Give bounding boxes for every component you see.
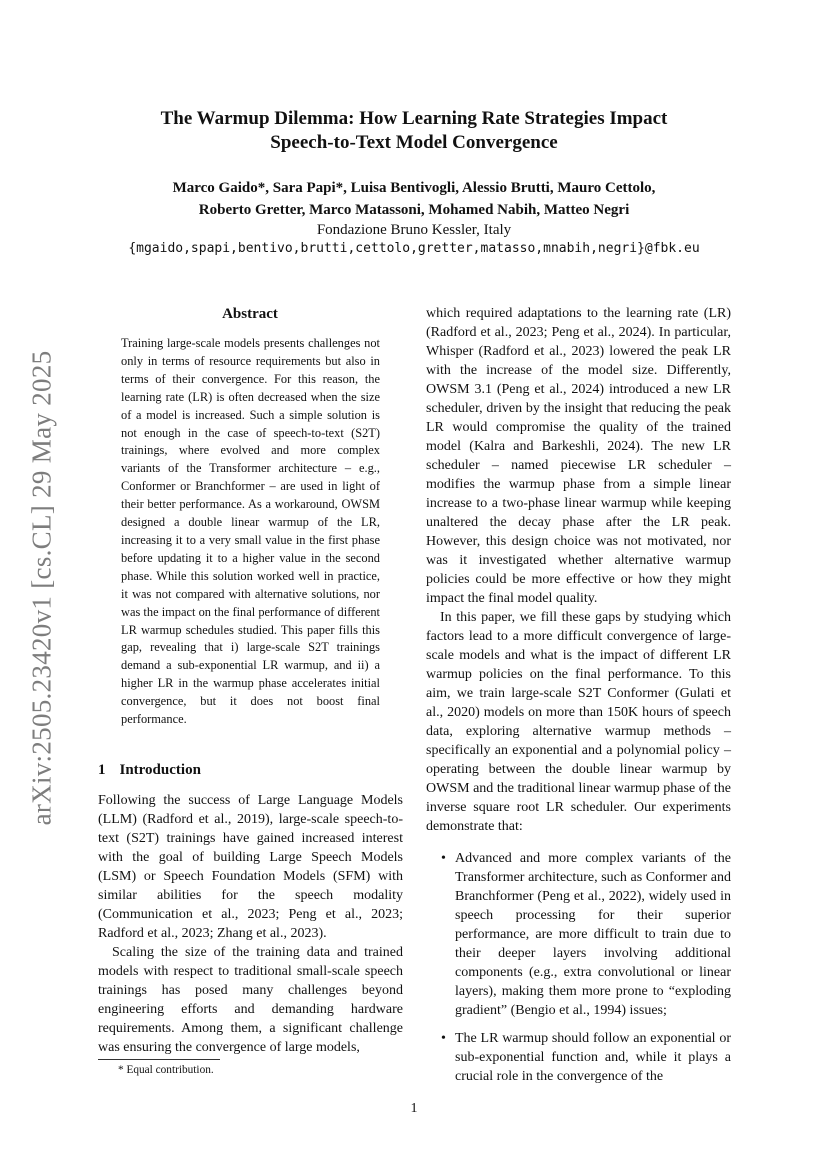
list-item-text: The LR warmup should follow an exponential or sub-exponential function and, while it plays a crucial role in the convergence of the	[455, 1031, 731, 1084]
bullet-icon: •	[441, 1031, 446, 1046]
abstract-heading: Abstract	[222, 306, 278, 322]
section-heading-introduction	[98, 762, 201, 779]
page-number: 1	[410, 1101, 418, 1116]
list-item-text: Advanced and more complex variants of the Transformer architecture, such as Conformer and Branchformer (Peng et al., 2022), widely used in speech processing for their superior performance, are more difficult to train due to their deeper layers involving additional components (e.g., extra convolutional or linear layers), making them more prone to “exploding gradient” (Bengio et al., 1994) issues;	[455, 851, 731, 1018]
arxiv-sidebar	[22, 338, 62, 838]
right-column	[426, 304, 731, 1095]
arxiv-identifier: arXiv:2505.23420v1 [cs.CL] 29 May 2025	[26, 350, 57, 826]
affiliation: Fondazione Bruno Kessler, Italy	[316, 222, 512, 238]
right-paragraph-2: In this paper, we fill these gaps by studying which factors lead to a more difficult convergence of large-scale models and what is the impact of different LR warmup policies on the final performance. To this aim, we train large-scale S2T Conformer (Gulati et al., 2020) models on more than 150K hours of speech data, exploring alternative warmup methods – specifically an exponential and a polynomial policy – operating between the double linear warmup by OWSM and the traditional linear warmup phase of the inverse square root LR scheduler. Our experiments demonstrate that:	[426, 610, 731, 834]
author-list	[90, 177, 738, 221]
list-item	[426, 849, 731, 1020]
bullet-icon: •	[441, 851, 446, 866]
footnote-divider	[98, 1059, 220, 1060]
findings-list	[426, 849, 731, 1086]
abstract-text: Training large-scale models presents challenges not only in terms of resource requirements but also in terms of their convergence. For this reason, the learning rate (LR) is often decreased when the size of a model is increased. Such a simple solution is not enough in the case of speech-to-text (S2T) trainings, where evolved and more complex variants of the Transformer architecture – e.g., Conformer or Branchformer – are used in light of their better performance. As a workaround, OWSM designed a double linear warmup of the LR, increasing it to a very small value in the first phase before updating it to a higher value in the second phase. While this solution worked well in practice, it was not compared with alternative solutions, nor was the impact on the final performance of different LR warmup schedules studied. This paper fills this gap, revealing that i) large-scale S2T trainings demand a sub-exponential LR warmup, and ii) a higher LR in the warmup phase accelerates initial convergence, but it does not boost final performance.	[121, 336, 380, 727]
intro-paragraph-1: Following the success of Large Language Models (LLM) (Radford et al., 2019), large-scale speech-to-text (S2T) trainings have gained increased interest with the goal of building Large Speech Models (LSM) or Speech Foundation Models (SFM) with similar abilities for the speech modality (Communication et al., 2023; Peng et al., 2023; Radford et al., 2023; Zhang et al., 2023).	[98, 793, 403, 941]
list-item	[426, 1029, 731, 1086]
right-paragraph-1: which required adaptations to the learning rate (LR) (Radford et al., 2023; Peng et al., 2024). In particular, Whisper (Radford et al., 2023) lowered the peak LR with the increase of the model size. Differently, OWSM 3.1 (Peng et al., 2024) introduced a new LR scheduler, driven by the insight that reducing the peak LR would compromise the quality of the trained model (Kalra and Barkeshli, 2024). The new LR scheduler – named piecewise LR scheduler – modifies the warmup phase from a simple linear increase to a two-phase linear warmup while keeping unaltered the decay phase after the LR peak. However, this design choice was not motivated, nor was it investigated whether alternative warmup policies could be more effective or how they might impact the final model quality.	[426, 306, 731, 606]
author-emails: {mgaido,spapi,bentivo,brutti,cettolo,gretter,matasso,mnabih,negri}@fbk.eu	[128, 241, 700, 256]
authors-line-1: Marco Gaido*, Sara Papi*, Luisa Bentivogli, Alessio Brutti, Mauro Cettolo,	[172, 180, 656, 196]
intro-paragraph-2: Scaling the size of the training data and trained models with respect to traditional small-scale speech trainings has posed many challenges beyond engineering efforts and demanding hardware requirements. Among them, a significant challenge was ensuring the convergence of large models,	[98, 945, 403, 1055]
footnote: * Equal contribution.	[118, 1064, 214, 1076]
authors-line-2: Roberto Gretter, Marco Matassoni, Mohamed Nabih, Matteo Negri	[198, 202, 630, 218]
intro-left-column	[98, 791, 403, 1057]
section-number: 1	[98, 762, 106, 778]
title-line-1: The Warmup Dilemma: How Learning Rate Strategies Impact	[160, 108, 668, 129]
paper-title	[100, 107, 728, 155]
section-title: Introduction	[119, 762, 201, 778]
title-line-2: Speech-to-Text Model Convergence	[270, 132, 558, 153]
